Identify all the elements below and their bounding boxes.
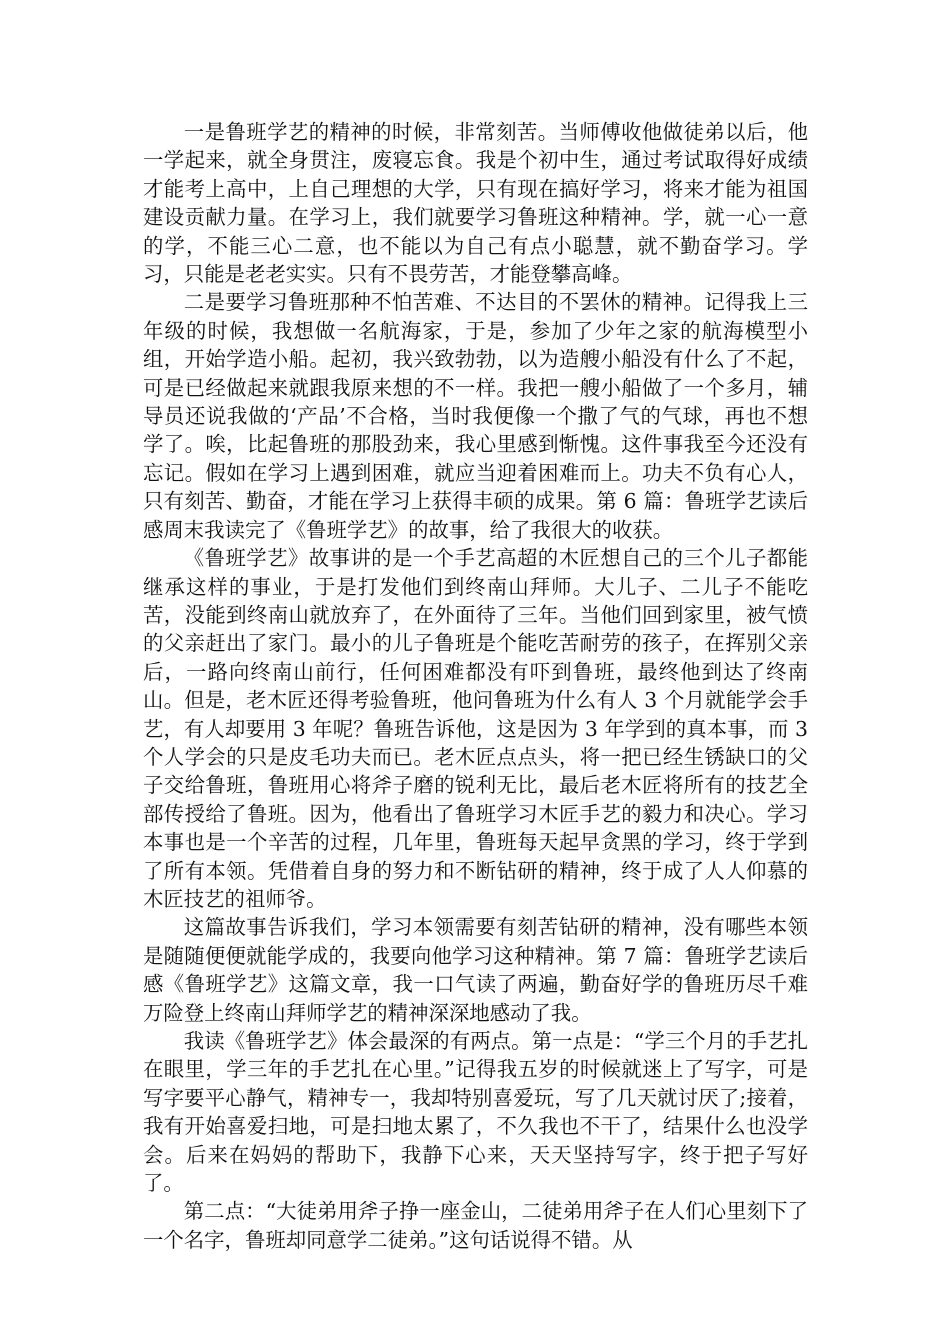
- paragraph-1: 一是鲁班学艺的精神的时候，非常刻苦。当师傅收他做徒弟以后，他一学起来，就全身贯注，废寝忘食。我是个初中生，通过考试取得好成绩才能考上高中，上自己理想的大学，只有现在搞好学习，将来才能为祖国建设贡献力量。在学习上，我们就要学习鲁班这种精神。学，就一心一意的学，不能三心二意，也不能以为自己有点小聪慧，就不勤奋学习。学习，只能是老老实实。只有不畏劳苦，才能登攀高峰。: [143, 120, 808, 287]
- paragraph-5: 我读《鲁班学艺》体会最深的有两点。第一点是：“学三个月的手艺扎在眼里，学三年的手艺扎在心里。”记得我五岁的时候就迷上了写字，可是写字要平心静气，精神专一，我却特别喜爱玩，写了几天就讨厌了;接着，我有开始喜爱扫地，可是扫地太累了，不久我也不干了，结果什么也没学会。后来在妈妈的帮助下，我静下心来，天天坚持写字，终于把子写好了。: [143, 1029, 808, 1196]
- document-page: [143, 118, 808, 1254]
- paragraph-2: 二是要学习鲁班那种不怕苦难、不达目的不罢休的精神。记得我上三年级的时候，我想做一名航海家，于是，参加了少年之家的航海模型小组，开始学造小船。起初，我兴致勃勃，以为造艘小船没有什么了不起，可是已经做起来就跟我原来想的不一样。我把一艘小船做了一个多月，辅导员还说我做的‘产品’不合格，当时我便像一个撒了气的气球，再也不想学了。唉，比起鲁班的那股劲来，我心里感到惭愧。这件事我至今还没有忘记。假如在学习上遇到困难，就应当迎着困难而上。功夫不负有心人，只有刻苦、勤奋，才能在学习上获得丰硕的成果。第 6 篇：鲁班学艺读后感周末我读完了《鲁班学艺》的故事，给了我很大的收获。: [143, 290, 808, 542]
- paragraph-6: 第二点：“大徒弟用斧子挣一座金山，二徒弟用斧子在人们心里刻下了一个名字，鲁班却同意学二徒弟。”这句话说得不错。从: [143, 1199, 808, 1252]
- paragraph-3: 《鲁班学艺》故事讲的是一个手艺高超的木匠想自己的三个儿子都能继承这样的事业，于是打发他们到终南山拜师。大儿子、二儿子不能吃苦，没能到终南山就放弃了，在外面待了三年。当他们回到家里，被气愤的父亲赶出了家门。最小的儿子鲁班是个能吃苦耐劳的孩子，在挥别父亲后，一路向终南山前行，任何困难都没有吓到鲁班，最终他到达了终南山。但是，老木匠还得考验鲁班，他问鲁班为什么有人 3 个月就能学会手艺，有人却要用 3 年呢？鲁班告诉他，这是因为 3 年学到的真本事，而 3 个人学会的只是皮毛功夫而已。老木匠点点头，将一把已经生锈缺口的父子交给鲁班，鲁班用心将斧子磨的锐利无比，最后老木匠将所有的技艺全部传授给了鲁班。因为，他看出了鲁班学习木匠手艺的毅力和决心。学习本事也是一个辛苦的过程，几年里，鲁班每天起早贪黑的学习，终于学到了所有本领。凭借着自身的努力和不断钻研的精神，终于成了人人仰慕的木匠技艺的祖师爷。: [143, 546, 808, 911]
- paragraph-4: 这篇故事告诉我们，学习本领需要有刻苦钻研的精神，没有哪些本领是随随便便就能学成的，我要向他学习这种精神。第 7 篇：鲁班学艺读后感《鲁班学艺》这篇文章，我一口气读了两遍，勤奋好学的鲁班历尽千难万险登上终南山拜师学艺的精神深深地感动了我。: [143, 915, 808, 1025]
